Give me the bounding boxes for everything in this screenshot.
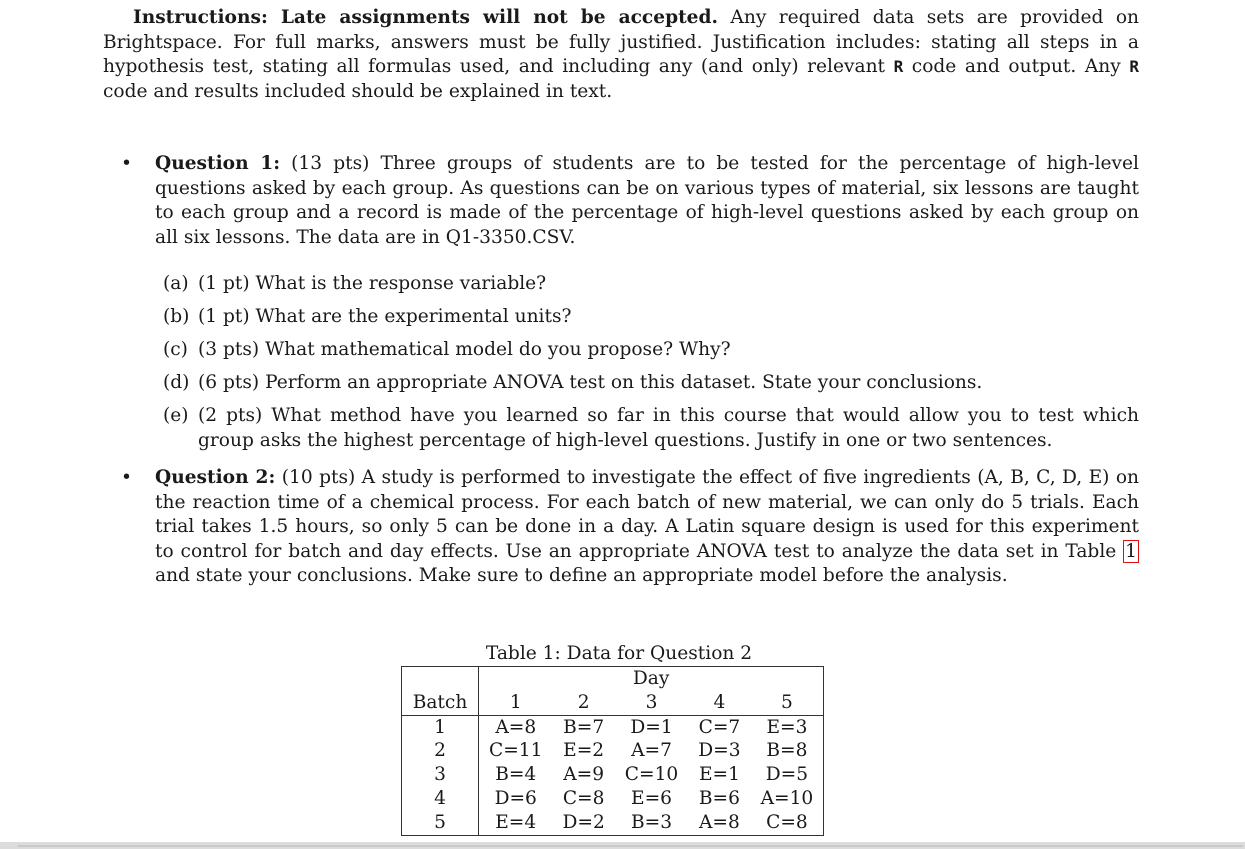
r-code-1: R [893,57,904,77]
part-text: (1 pt) What are the experimental units? [198,306,572,328]
table-cell: B=4 [495,764,537,786]
question-1-text [133,152,1139,250]
instructions-text-2: code and output. Any [903,56,1130,78]
batch-cell: 1 [402,715,479,739]
part-text: (3 pts) What mathematical model do you propose? Why? [198,339,731,361]
table-cell: B=8 [751,739,824,763]
horizontal-scrollbar[interactable] [18,845,1243,847]
question-1-parts [133,272,1139,454]
instructions-paragraph [103,6,1139,104]
day-header: Day [479,667,824,691]
question-1-label: Question 1: [155,153,281,174]
table-reference-link[interactable]: 1 [1125,540,1137,562]
question-1 [121,152,1139,250]
question-2-text [133,466,1139,589]
table-cell: B=6 [698,787,740,809]
table-cell: A=8 [688,811,750,835]
batch-cell: 3 [402,763,479,787]
day-col-header: 1 [479,691,553,715]
day-col-header: 3 [615,691,688,715]
table-cell: D=5 [751,763,824,787]
table-cell: C=8 [751,811,824,835]
table-cell: B=7 [563,716,605,738]
table-cell: C=10 [624,764,679,786]
table-cell: D=1 [630,716,673,738]
question-2 [121,466,1139,589]
table-row [402,811,824,835]
latin-square-table [401,666,824,836]
part-text: (1 pt) What is the response variable? [198,273,547,294]
table-caption: Table 1: Data for Question 2 [485,643,753,664]
part-label: (a) [163,273,189,294]
table-row [402,739,824,763]
table-header-row [402,691,824,715]
day-col-header: 5 [751,691,824,715]
instructions-text-3: code and results included should be explained in text. [103,80,613,102]
table-cell: A=10 [751,787,824,811]
table-cell: D=6 [494,787,537,809]
table-cell: E=4 [479,811,553,835]
table-1 [401,642,837,836]
part-d [133,371,1139,396]
table-row [402,787,824,811]
table-cell: E=1 [698,764,740,786]
batch-cell: 4 [402,787,479,811]
table-cell: C=8 [562,787,605,809]
table-cell: B=3 [615,811,688,835]
batch-header: Batch [402,691,479,715]
table-cell: D=3 [698,740,741,762]
question-2-body-2: and state your conclusions. Make sure to define an appropriate model before the analysis. [155,565,1008,587]
batch-cell: 2 [402,739,479,763]
batch-cell: 5 [402,811,479,835]
table-cell: E=3 [751,715,824,739]
part-e [133,404,1139,453]
question-1-body: (13 pts) Three groups of students are to be tested for the percentage of high-level questions asked by each group. As questions can be on various types of material, six lessons are taught to each group and a record is made of the percentage of high-level questions asked by each group on all six lessons. The data are in Q1-3350.CSV. [155,153,1139,248]
table-day-header-row [402,667,824,691]
part-label: (c) [163,339,188,361]
instructions-lead: Instructions: Late assignments will not be accepted. [133,7,718,28]
bullet-icon: • [121,467,132,488]
table-cell: C=11 [489,740,543,762]
day-col-header: 2 [552,691,614,715]
part-label: (e) [163,405,189,427]
part-text: (2 pts) What method have you learned so far in this course that would allow you to test which group asks the highest percentage of high-level questions. Justify in one or two sentences. [198,405,1139,451]
part-text: (6 pts) Perform an appropriate ANOVA test on this dataset. State your conclusions. [198,372,983,394]
day-col-header: 4 [688,691,750,715]
part-c [133,338,1139,363]
document-page [103,6,1139,587]
r-code-2: R [1129,57,1139,77]
part-label: (d) [163,372,190,394]
part-a [133,272,1139,297]
table-cell: A=9 [563,764,605,786]
table-cell: E=6 [631,787,673,809]
instructions-text-1: Any required data sets are provided on Brightspace. For full marks, answers must be fully justified. Justification includes: stating all steps in a hypothesis test, stating all formulas used, and including any (and only) relevant [103,7,1139,78]
table-cell: D=2 [552,811,614,835]
question-2-body-1: (10 pts) A study is performed to investigate the effect of five ingredients (A, B, C, D, E) on the reaction time of a chemical process. For each batch of new material, we can only do 5 trials. Each trial takes 1.5 hours, so only 5 can be done in a day. A Latin square design is used for this experiment to control for batch and day effects. Use an appropriate ANOVA test to analyze the data set in Table [155,467,1139,562]
table-row [402,715,824,739]
bullet-icon: • [121,153,132,174]
part-b [133,305,1139,330]
question-2-label: Question 2: [155,467,276,488]
table-row [402,763,824,787]
table-cell: A=7 [631,740,672,762]
table-cell: E=2 [563,740,605,762]
table-cell: A=8 [495,716,537,738]
table-cell: C=7 [698,716,741,738]
part-label: (b) [163,306,190,328]
